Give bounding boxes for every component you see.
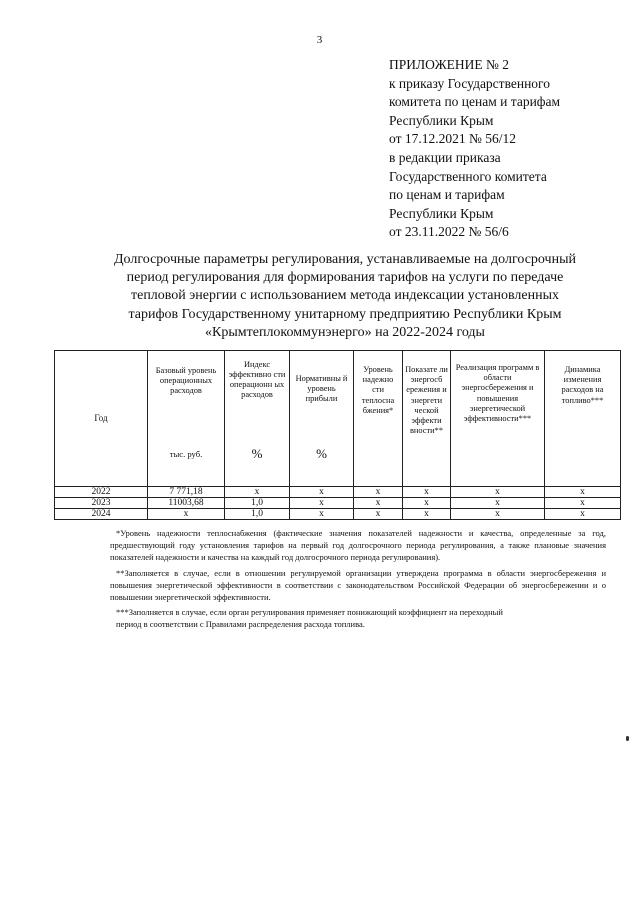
title-line: тарифов Государственному унитарному предприятию Республики Крым [128, 306, 562, 322]
appendix-line: от 23.11.2022 № 56/6 [389, 224, 509, 240]
footnote-fuel-line1: ***Заполняется в случае, если орган регулирования применяет понижающий коэффициент на переходный [116, 607, 503, 618]
header-profit-unit: % [316, 446, 327, 462]
cell-base: 11003,68 [148, 498, 225, 509]
appendix-line: от 17.12.2021 № 56/12 [389, 131, 516, 147]
cell-reliability: х [354, 509, 403, 520]
footnotes [110, 527, 606, 634]
cell-index: 1,0 [225, 498, 290, 509]
cell-programs: х [451, 487, 545, 498]
scan-mark [626, 736, 629, 741]
appendix-line: Республики Крым [389, 205, 494, 221]
appendix-line: Республики Крым [389, 112, 494, 128]
cell-index: 1,0 [225, 509, 290, 520]
cell-fuel: х [545, 487, 621, 498]
title-line: Долгосрочные параметры регулирования, устанавливаемые на долгосрочный [114, 252, 576, 267]
appendix-line: к приказу Государственного [389, 75, 551, 91]
header-energy: Показате ли энергосб ережения и энергети ческой эффекти вности** [403, 351, 451, 487]
header-profit-label: Нормативны й уровень прибыли [295, 373, 348, 403]
cell-programs: х [451, 498, 545, 509]
appendix-line: в редакции приказа [389, 149, 501, 165]
table-header-row [55, 351, 621, 487]
cell-programs: х [451, 509, 545, 520]
table-row [55, 487, 621, 498]
header-reliability: Уровень надежно сти теплосна бжения* [354, 351, 403, 487]
footnote-energy-saving: **Заполняется в случае, если в отношении регулируемой организации утверждена программа в области энергосбережения и повышения энергетической эффективности в соответствии с законодательством Российской Федерации об энергосбережении и о повышении энергетической эффективности. [110, 567, 606, 603]
cell-profit: х [290, 487, 354, 498]
footnote-reliability: *Уровень надежности теплоснабжения (фактические значения показателей надежности и качества, определенные за год, предшествующий году установления тарифов на первый год долгосрочного периода регулирования, а также плановые значения показателей надежности и качества на каждый год долгосрочного периода регулирования). [110, 528, 606, 563]
page-number: 3 [316, 34, 323, 46]
table-row [55, 498, 621, 509]
cell-year: 2022 [55, 487, 148, 498]
footnote-fuel-line2: период в соответствии с Правилами распределения расхода топлива. [116, 619, 365, 630]
cell-profit: х [290, 498, 354, 509]
cell-fuel: х [545, 498, 621, 509]
header-index-label: Индекс эффективно сти операционн ых расходов [228, 359, 286, 400]
cell-energy: х [403, 487, 451, 498]
cell-reliability: х [354, 487, 403, 498]
cell-year: 2023 [55, 498, 148, 509]
title-line: «Крымтеплокоммунэнерго» на 2022-2024 годы [205, 324, 485, 340]
footnote-fuel [110, 606, 606, 630]
cell-fuel: х [545, 509, 621, 520]
parameters-table [54, 350, 621, 520]
cell-index: х [225, 487, 290, 498]
header-base-label: Базовый уровень операционных расходов [155, 365, 217, 395]
appendix-line: по ценам и тарифам [389, 187, 505, 203]
appendix-line: ПРИЛОЖЕНИЕ № 2 [389, 57, 510, 72]
document-title [50, 251, 639, 342]
header-base-unit: тыс. руб. [169, 449, 203, 460]
appendix-block [389, 56, 619, 242]
cell-base: 7 771,18 [148, 487, 225, 498]
title-line: период регулирования для формирования тарифов на услуги по передаче [126, 270, 564, 286]
header-index [225, 351, 290, 487]
header-year: Год [55, 351, 148, 487]
header-programs: Реализация программ в области энергосбережения и повышения энергетической эффективности*** [451, 351, 545, 487]
cell-profit: х [290, 509, 354, 520]
cell-year: 2024 [55, 509, 148, 520]
title-line: тепловой энергии с использованием метода индексации установленных [130, 288, 560, 304]
header-profit [290, 351, 354, 487]
cell-reliability: х [354, 498, 403, 509]
header-fuel: Динамика изменения расходов на топливо*** [545, 351, 621, 487]
header-index-unit: % [251, 446, 263, 462]
appendix-line: комитета по ценам и тарифам [389, 94, 561, 110]
table-row [55, 509, 621, 520]
cell-base: х [148, 509, 225, 520]
cell-energy: х [403, 498, 451, 509]
appendix-line: Государственного комитета [389, 168, 547, 184]
header-base [148, 351, 225, 487]
cell-energy: х [403, 509, 451, 520]
